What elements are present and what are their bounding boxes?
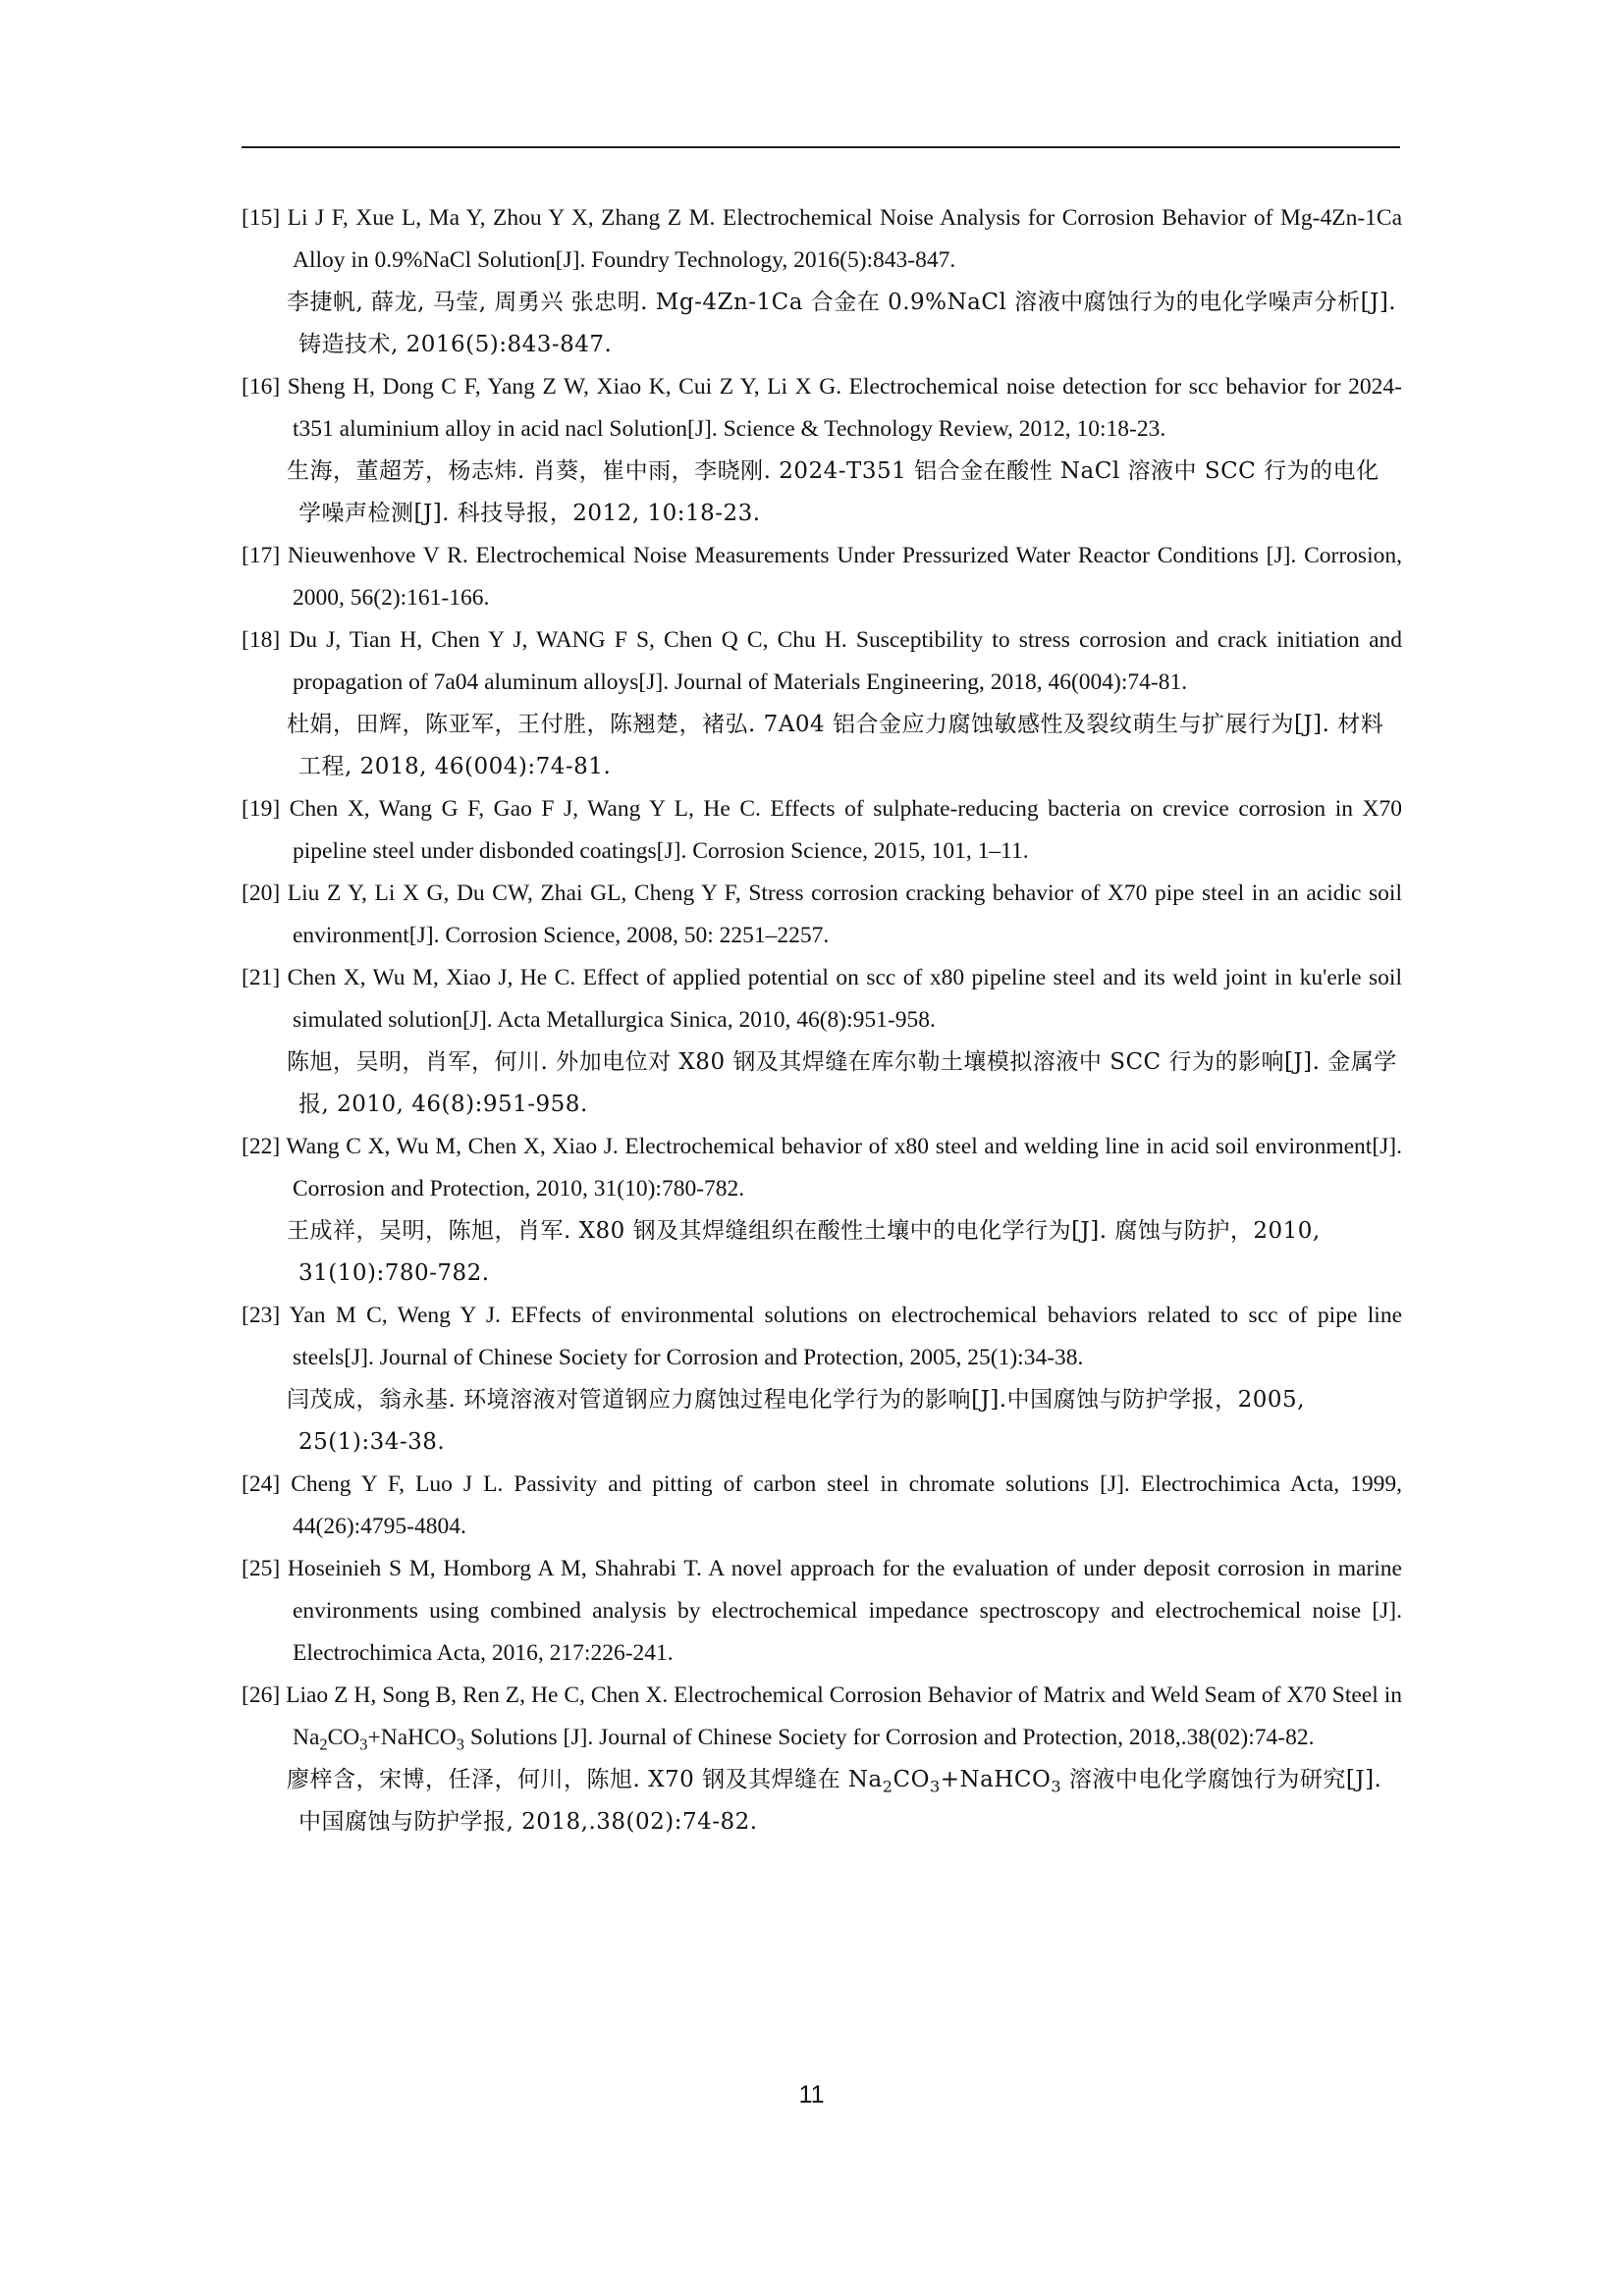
reference-text: 溶液中电化学腐蚀行为研究[J]. 中国腐蚀与防护学报, 2018,.38(02):74-82.: [298, 1767, 1382, 1835]
reference-text: [26] Liao Z H, Song B, Ren Z, He C, Chen X. Electrochemical Corrosion Behavior of Matrix and Weld Seam of X70 Steel in Na: [242, 1682, 1402, 1750]
reference-chinese: 闫茂成，翁永基. 环境溶液对管道钢应力腐蚀过程电化学行为的影响[J].中国腐蚀与防护学报，2005, 25(1):34-38.: [287, 1387, 1305, 1455]
reference-25: [242, 1548, 1402, 1675]
reference-17: [242, 535, 1402, 619]
reference-19: [242, 788, 1402, 873]
reference-chinese: 杜娟，田辉，陈亚军，王付胜，陈翘楚，褚弘. 7A04 铝合金应力腐蚀敏感性及裂纹萌生与扩展行为[J]. 材料工程, 2018, 46(004):74-81.: [287, 712, 1384, 779]
reference-20: [242, 873, 1402, 957]
reference-text: CO: [327, 1725, 360, 1750]
subscript: 3: [359, 1735, 368, 1754]
reference-english: [25] Hoseinieh S M, Homborg A M, Shahrabi T. A novel approach for the evaluation of under deposit corrosion in marine environments using combined analysis by electrochemical impedance spectroscopy and electrochemical noise [J]. Electrochimica Acta, 2016, 217:226-241.: [242, 1556, 1402, 1666]
reference-26: [242, 1675, 1402, 1843]
reference-english: [23] Yan M C, Weng Y J. EFfects of environmental solutions on electrochemical behaviors related to scc of pipe line steels[J]. Journal of Chinese Society for Corrosion and Protection, 2005, 25(1):34-38.: [242, 1303, 1402, 1370]
header-rule: [242, 146, 1400, 148]
reference-23: [242, 1295, 1402, 1464]
subscript: 2: [319, 1735, 328, 1754]
reference-text: +NaHCO: [367, 1725, 457, 1750]
reference-text: CO: [893, 1767, 930, 1792]
reference-24: [242, 1464, 1402, 1548]
page-number: 11: [798, 2081, 825, 2109]
reference-english: [16] Sheng H, Dong C F, Yang Z W, Xiao K, Cui Z Y, Li X G. Electrochemical noise detection for scc behavior for 2024-t351 aluminium alloy in acid nacl Solution[J]. Science & Technology Review, 2012, 10:18-23.: [242, 374, 1402, 442]
reference-15: [242, 197, 1402, 366]
reference-english: [19] Chen X, Wang G F, Gao F J, Wang Y L, He C. Effects of sulphate-reducing bacteria on crevice corrosion in X70 pipeline steel under disbonded coatings[J]. Corrosion Science, 2015, 101, 1–11.: [242, 796, 1402, 864]
reference-16: [242, 366, 1402, 535]
reference-21: [242, 957, 1402, 1126]
reference-english: [22] Wang C X, Wu M, Chen X, Xiao J. Electrochemical behavior of x80 steel and welding line in acid soil environment[J]. Corrosion and Protection, 2010, 31(10):780-782.: [242, 1134, 1402, 1201]
subscript: 3: [929, 1777, 941, 1796]
reference-22: [242, 1126, 1402, 1295]
reference-text: 廖梓含，宋博，任泽，何川，陈旭. X70 钢及其焊缝在 Na: [287, 1767, 883, 1792]
reference-chinese: [242, 1759, 1402, 1843]
reference-text: +NaHCO: [940, 1767, 1052, 1792]
reference-english: [242, 1675, 1402, 1759]
reference-text: Solutions [J]. Journal of Chinese Society for Corrosion and Protection, 2018,.38(02):74-82.: [464, 1725, 1315, 1750]
subscript: 2: [882, 1777, 893, 1796]
reference-english: [24] Cheng Y F, Luo J L. Passivity and pitting of carbon steel in chromate solutions [J]. Electrochimica Acta, 1999, 44(26):4795-4804.: [242, 1471, 1402, 1539]
reference-english: [15] Li J F, Xue L, Ma Y, Zhou Y X, Zhang Z M. Electrochemical Noise Analysis for Corrosion Behavior of Mg-4Zn-1Ca Alloy in 0.9%NaCl Solution[J]. Foundry Technology, 2016(5):843-847.: [242, 205, 1402, 273]
subscript: 3: [1051, 1777, 1062, 1796]
reference-chinese: 王成祥，吴明，陈旭，肖军. X80 钢及其焊缝组织在酸性土壤中的电化学行为[J]. 腐蚀与防护，2010, 31(10):780-782.: [287, 1218, 1321, 1286]
reference-chinese: 陈旭，吴明，肖军，何川. 外加电位对 X80 钢及其焊缝在库尔勒土壤模拟溶液中 SCC 行为的影响[J]. 金属学报, 2010, 46(8):951-958.: [287, 1049, 1397, 1117]
reference-english: [21] Chen X, Wu M, Xiao J, He C. Effect of applied potential on scc of x80 pipeline steel and its weld joint in ku'erle soil simulated solution[J]. Acta Metallurgica Sinica, 2010, 46(8):951-958.: [242, 965, 1402, 1033]
reference-list: [242, 197, 1402, 1843]
subscript: 3: [456, 1735, 464, 1754]
reference-english: [17] Nieuwenhove V R. Electrochemical Noise Measurements Under Pressurized Water Reactor Conditions [J]. Corrosion, 2000, 56(2):161-166.: [242, 543, 1402, 611]
reference-chinese: 李捷帆, 薛龙, 马莹, 周勇兴 张忠明. Mg-4Zn-1Ca 合金在 0.9%NaCl 溶液中腐蚀行为的电化学噪声分析[J]. 铸造技术, 2016(5):843-847.: [287, 290, 1397, 357]
reference-english: [20] Liu Z Y, Li X G, Du CW, Zhai GL, Cheng Y F, Stress corrosion cracking behavior of X70 pipe steel in an acidic soil environment[J]. Corrosion Science, 2008, 50: 2251–2257.: [242, 881, 1402, 948]
reference-18: [242, 619, 1402, 788]
reference-chinese: 生海，董超芳，杨志炜. 肖葵，崔中雨，李晓刚. 2024-T351 铝合金在酸性 NaCl 溶液中 SCC 行为的电化学噪声检测[J]. 科技导报，2012, 10:18-23.: [287, 458, 1380, 526]
reference-english: [18] Du J, Tian H, Chen Y J, WANG F S, Chen Q C, Chu H. Susceptibility to stress corrosion and crack initiation and propagation of 7a04 aluminum alloys[J]. Journal of Materials Engineering, 2018, 46(004):74-81.: [242, 627, 1402, 695]
